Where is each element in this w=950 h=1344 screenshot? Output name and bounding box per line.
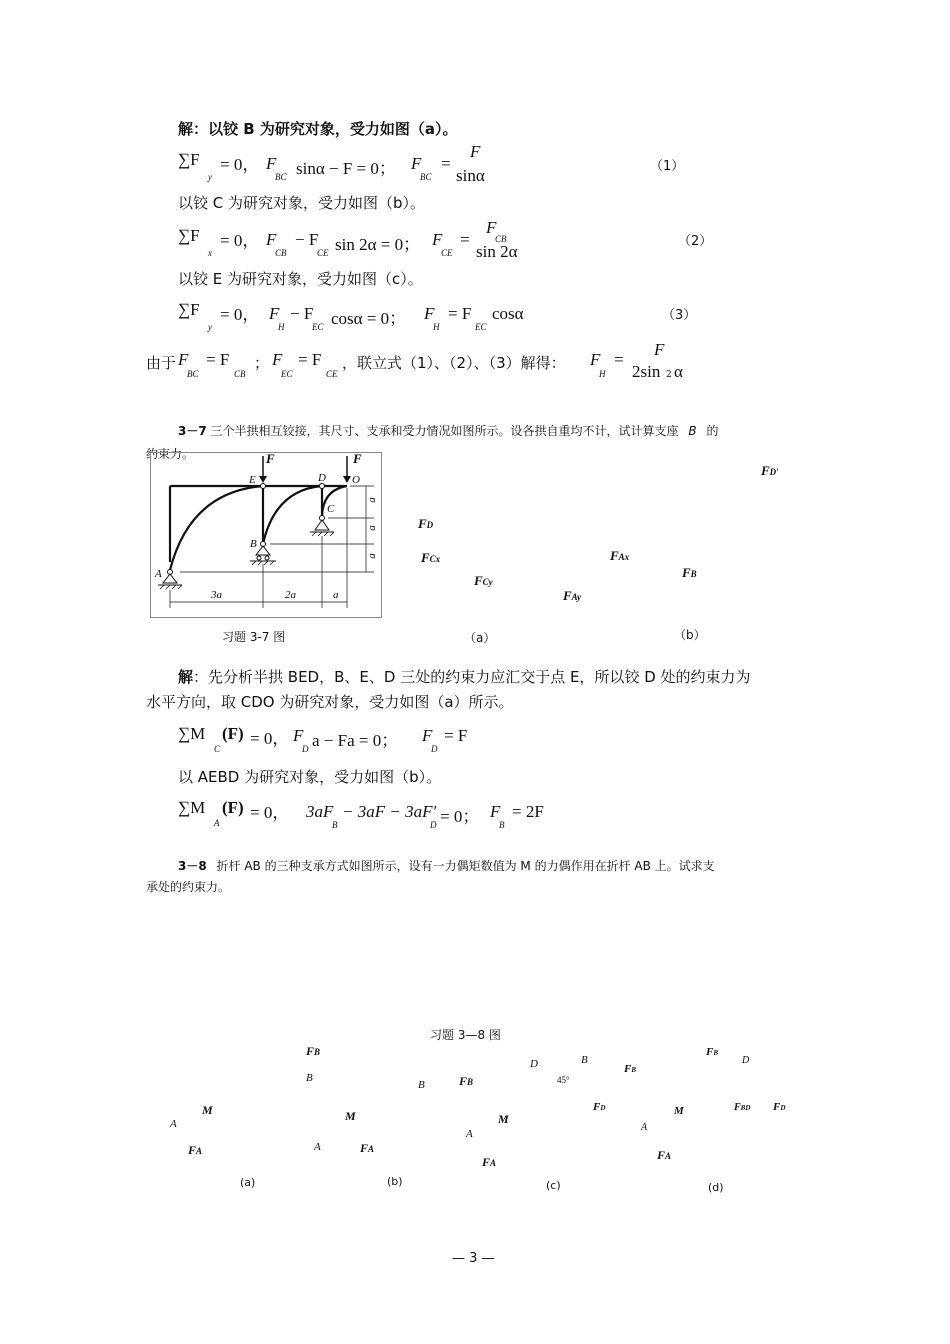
fig38c-angle: 45° — [557, 1075, 570, 1085]
fig38d-A: A — [641, 1122, 648, 1133]
final-result-line: 由于 F BC = F CB ； F EC = F CE ，联立式（1）、（2）、（3）解得： F H = F 2sin 2 α — [146, 340, 683, 381]
equation-moment-C: ∑M C (F) = 0， F D a − Fa = 0； F D = F — [178, 724, 468, 754]
problem-3-7-text-line2: 约束力。 — [146, 447, 195, 461]
fig38d-D: D — [742, 1055, 750, 1066]
fig38b-FB: FB — [306, 1044, 321, 1058]
fig37-label-O: O — [352, 474, 360, 486]
fig38-sub-d: (d) — [708, 1181, 724, 1194]
solution-2-line1: 解：先分析半拱 BED，B、E、D 三处的约束力应汇交于点 E，所以铰 D 处的约束力为 — [178, 668, 751, 686]
figure-a-caption: （a） — [464, 631, 496, 645]
fig38c-A: A — [466, 1128, 473, 1140]
figure-3-8-caption: 习题 3—8 图 — [430, 1028, 501, 1042]
fig38c-B: B — [418, 1079, 425, 1091]
fig37-dim-a1: a — [365, 497, 378, 503]
fig38c-FB2: FB — [624, 1063, 637, 1075]
fig37-dim-2a: 2a — [285, 589, 296, 601]
equation-2: ∑F x = 0， F CB − F CE sin 2α = 0； F CE = F CB sin 2α — [178, 218, 518, 261]
fig37-label-A: A — [155, 568, 162, 580]
figa-FCx: FCx — [421, 550, 441, 565]
figa-FD: FD — [418, 516, 434, 531]
figa-FCy: FCy — [474, 573, 493, 588]
problem-number: 3－7 — [178, 424, 207, 438]
solution-2-line3: 以 AEBD 为研究对象，受力如图（b）。 — [178, 768, 442, 786]
figure-3-7-caption: 习题 3-7 图 — [222, 630, 286, 644]
fig37-label-C: C — [327, 503, 335, 515]
fig38-sub-c: (c) — [546, 1179, 561, 1192]
fig37-dim-3a: 3a — [211, 589, 222, 601]
fig38d-FA: FA — [657, 1148, 672, 1162]
figb-FAy: FAy — [563, 588, 582, 603]
fig38-sub-b: (b) — [387, 1175, 403, 1188]
equation-tag-1: （1） — [650, 159, 685, 174]
fig38d-FB: FB — [706, 1046, 719, 1058]
fig38b-FA: FA — [360, 1141, 375, 1155]
problem-3-7-text: 3－7 三个半拱相互铰接，其尺寸、支承和受力情况如图所示。设各拱自重均不计，试计算支座 B 的 — [178, 424, 719, 438]
fig38c-D: D — [530, 1058, 538, 1070]
solution-1-intro — [178, 118, 458, 139]
fig38c-FB: FB — [459, 1074, 474, 1088]
problem-3-8-text-line2: 承处的约束力。 — [146, 880, 231, 894]
fig37-label-F1: F — [266, 451, 275, 466]
solution-1-line3: 以铰 E 为研究对象，受力如图（c）。 — [178, 270, 423, 288]
fig38a-M: M — [202, 1103, 213, 1117]
fig37-dim-a2: a — [365, 525, 378, 531]
equation-1: ∑F y = 0， F BC sinα − F = 0； F BC = F sinα — [178, 142, 485, 185]
fig38a-FA: FA — [188, 1143, 203, 1157]
figure-3-7-diagram — [150, 452, 382, 618]
fig38b-M: M — [345, 1109, 356, 1123]
equation-3: ∑F y = 0， F H − F EC cosα = 0； F H = F EC cosα — [178, 300, 524, 332]
fig38d-FD: FD — [773, 1101, 786, 1113]
fig38c-B2: B — [581, 1054, 588, 1066]
page-number: — 3 — — [452, 1251, 495, 1266]
figure-b-caption: （b） — [674, 628, 706, 642]
fig38b-A: A — [314, 1141, 321, 1153]
fig38b-B: B — [306, 1072, 313, 1084]
figb-FAx: FAx — [610, 548, 630, 563]
fig38a-A: A — [170, 1118, 177, 1130]
fig37-label-E: E — [249, 474, 256, 486]
solution-1-line2: 以铰 C 为研究对象，受力如图（b）。 — [178, 194, 426, 212]
fig38d-M: M — [674, 1105, 684, 1117]
solution-label: 解：以铰 B 为研究对象，受力如图（a）。 — [178, 120, 458, 138]
fig37-label-F2: F — [353, 451, 362, 466]
fig37-label-D: D — [318, 472, 326, 484]
solution-2-line2: 水平方向，取 CDO 为研究对象，受力如图（a）所示。 — [146, 693, 514, 711]
fig38c-FA: FA — [482, 1155, 497, 1169]
problem-number: 3－8 — [178, 859, 207, 873]
fig37-dim-a: a — [333, 589, 339, 601]
figb-FB: FB — [682, 565, 697, 580]
fig37-label-B: B — [250, 538, 257, 550]
figb-FD-prime: FD′ — [761, 463, 779, 478]
fig37-dim-a3: a — [365, 553, 378, 559]
fig38c-M: M — [498, 1112, 509, 1126]
fig38c-FD: FD — [593, 1101, 606, 1113]
equation-tag-3: （3） — [662, 308, 697, 323]
fig38-sub-a: (a) — [240, 1176, 256, 1189]
fig38d-FBD: FBD — [734, 1102, 751, 1113]
equation-moment-A: ∑M A (F) = 0， 3aF B − 3aF − 3aF′ D = 0； F B = 2F — [178, 798, 544, 830]
problem-3-8-text: 3－8 折杆 AB 的三种支承方式如图所示，设有一力偶矩数值为 M 的力偶作用在折杆 AB 上。试求支 — [178, 859, 715, 873]
equation-tag-2: （2） — [678, 234, 713, 249]
